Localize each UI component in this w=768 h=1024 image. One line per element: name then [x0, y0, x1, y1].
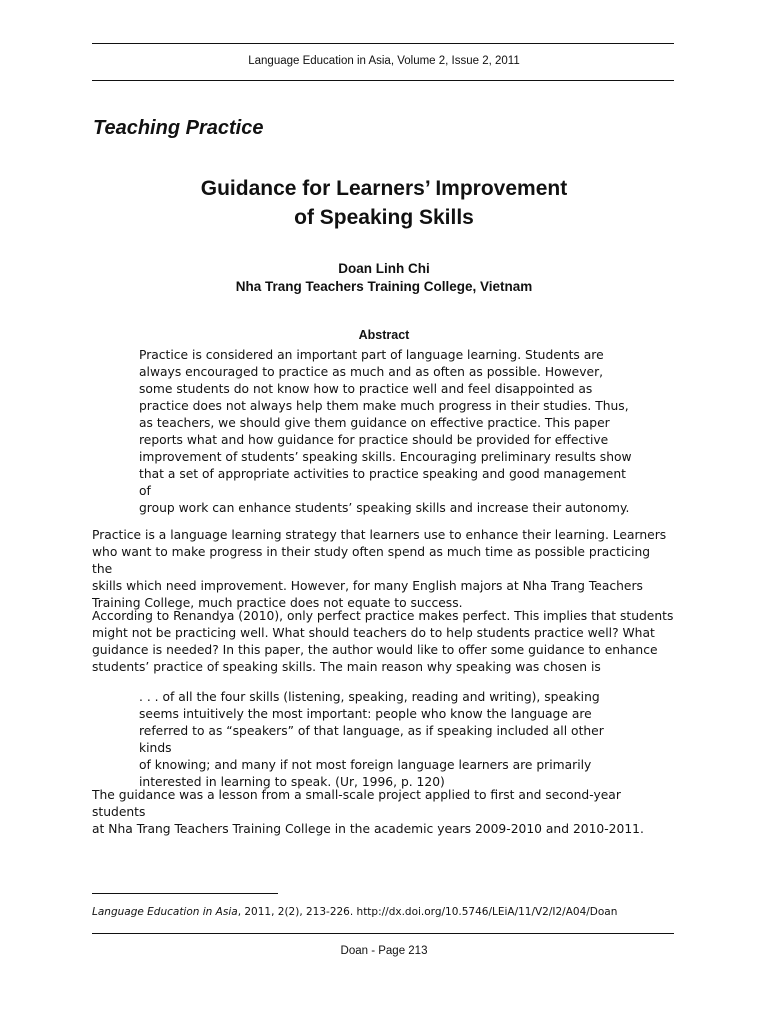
paragraph-line: According to Renandya (2010), only perfect practice makes perfect. This implies that students — [92, 609, 674, 623]
abstract-line: as teachers, we should give them guidance on effective practice. This paper — [139, 416, 610, 430]
abstract-line: some students do not know how to practice well and feel disappointed as — [139, 382, 593, 396]
quote-line: interested in learning to speak. (Ur, 1996, p. 120) — [139, 775, 445, 789]
quote-line: seems intuitively the most important: people who know the language are — [139, 707, 592, 721]
paragraph-line: guidance is needed? In this paper, the author would like to offer some guidance to enhance — [92, 643, 658, 657]
title-line: of Speaking Skills — [294, 206, 474, 229]
paragraph-line: who want to make progress in their study often spend as much time as possible practicing the — [92, 545, 651, 576]
abstract-line: improvement of students’ speaking skills. Encouraging preliminary results show — [139, 450, 632, 464]
abstract-line: reports what and how guidance for practice should be provided for effective — [139, 433, 609, 447]
footnote — [92, 906, 617, 918]
body-paragraph-2 — [92, 608, 674, 676]
footnote-journal: Language Education in Asia — [92, 906, 238, 918]
section-label: Teaching Practice — [93, 117, 264, 139]
paragraph-line: at Nha Trang Teachers Training College in the academic years 2009-2010 and 2010-2011. — [92, 822, 644, 836]
abstract-line: group work can enhance students’ speaking skills and increase their autonomy. — [139, 501, 630, 515]
paragraph-line: skills which need improvement. However, for many English majors at Nha Trang Teachers — [92, 579, 643, 593]
article-title — [0, 174, 768, 232]
running-header: Language Education in Asia, Volume 2, Issue 2, 2011 — [248, 55, 520, 67]
quote-line: . . . of all the four skills (listening, speaking, reading and writing), speaking — [139, 690, 600, 704]
abstract-heading: Abstract — [358, 328, 410, 342]
author-name: Doan Linh Chi — [338, 261, 430, 276]
title-line: Guidance for Learners’ Improvement — [200, 177, 568, 200]
author-block — [0, 260, 768, 296]
body-paragraph-3 — [92, 787, 674, 838]
quote-line: of knowing; and many if not most foreign language learners are primarily — [139, 758, 592, 772]
paragraph-line: students’ practice of speaking skills. The main reason why speaking was chosen is — [92, 660, 601, 674]
paragraph-line: Practice is a language learning strategy that learners use to enhance their learning. Learners — [92, 528, 667, 542]
header-rule-bottom — [92, 80, 674, 81]
abstract-body — [139, 347, 639, 517]
abstract-line: that a set of appropriate activities to practice speaking and good management of — [139, 467, 626, 498]
body-paragraph-1 — [92, 527, 674, 612]
paragraph-line: The guidance was a lesson from a small-scale project applied to first and second-year students — [92, 788, 621, 819]
abstract-line: practice does not always help them make much progress in their studies. Thus, — [139, 399, 629, 413]
quote-line: referred to as “speakers” of that language, as if speaking included all other kinds — [139, 724, 604, 755]
author-affiliation: Nha Trang Teachers Training College, Vietnam — [235, 279, 533, 294]
paragraph-line: might not be practicing well. What should teachers do to help students practice well? What — [92, 626, 655, 640]
paragraph-line: Training College, much practice does not equate to success. — [92, 596, 463, 610]
footer-rule — [92, 933, 674, 934]
abstract-line: Practice is considered an important part of language learning. Students are — [139, 348, 604, 362]
footnote-citation: , 2011, 2(2), 213-226. http://dx.doi.org/10.5746/LEiA/11/V2/I2/A04/Doan — [237, 906, 618, 918]
block-quote — [139, 689, 639, 791]
abstract-line: always encouraged to practice as much and as often as possible. However, — [139, 365, 604, 379]
page-footer: Doan - Page 213 — [340, 945, 428, 957]
header-rule-top — [92, 43, 674, 44]
footnote-separator — [92, 893, 278, 894]
